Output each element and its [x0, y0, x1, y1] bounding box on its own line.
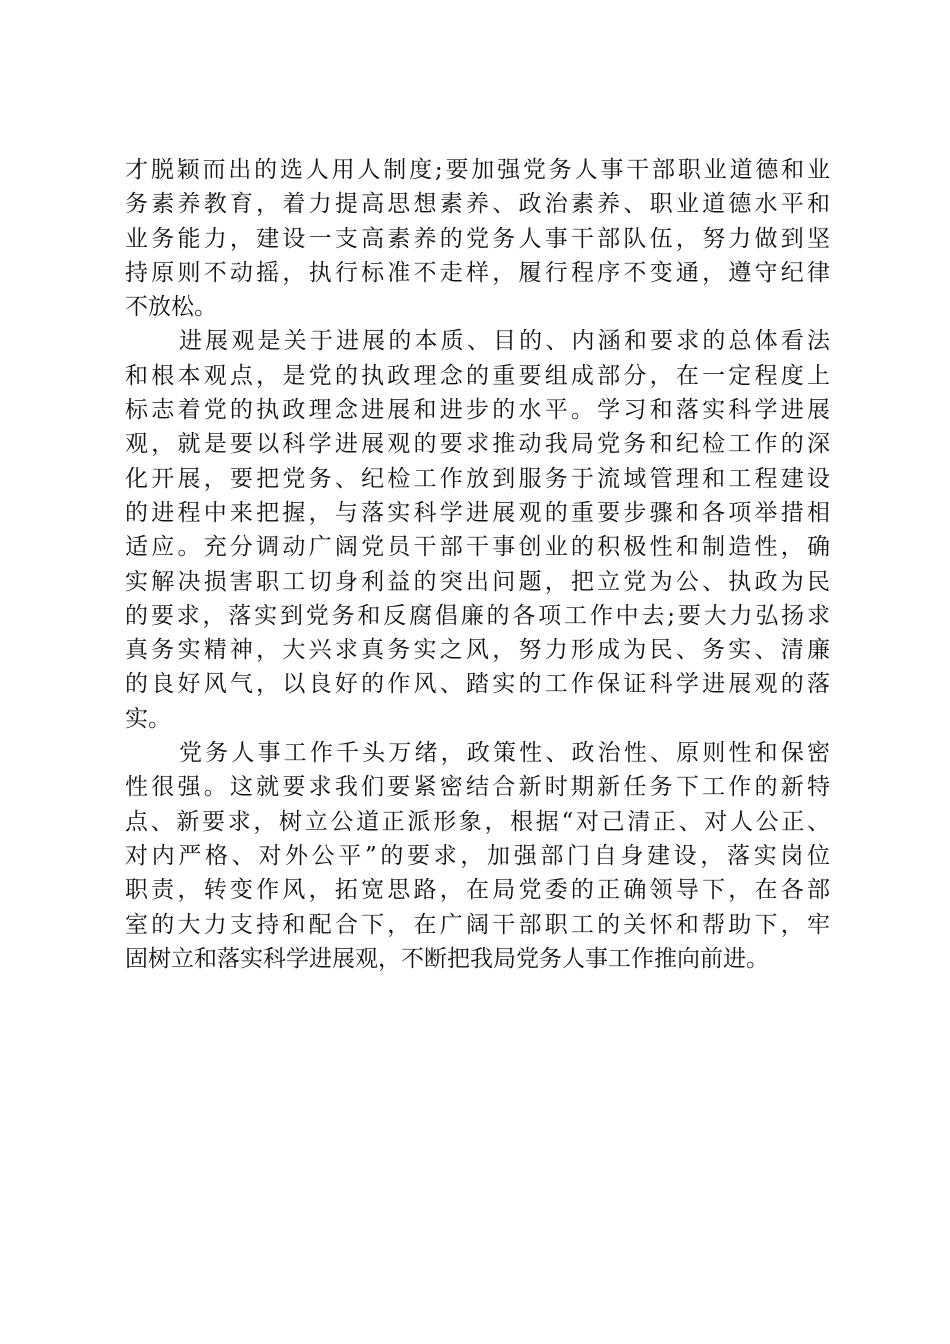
text-line: 室的大力支持和配合下，在广阔干部职工的关怀和帮助下，牢 [125, 911, 830, 938]
paragraph-1 [125, 153, 830, 324]
text-line: 化开展，要把党务、纪检工作放到服务于流域管理和工程建设 [125, 465, 830, 492]
text-line: 实解决损害职工切身利益的突出问题，把立党为公、执政为民 [125, 568, 830, 595]
text-line: 业务能力，建设一支高素养的党务人事干部队伍，努力做到坚 [125, 225, 830, 252]
text-line: 进展观是关于进展的本质、目的、内涵和要求的总体看法 [179, 328, 830, 355]
text-line: 观，就是要以科学进展观的要求推动我局党务和纪检工作的深 [125, 431, 830, 458]
text-line: 标志着党的执政理念进展和进步的水平。学习和落实科学进展 [125, 397, 830, 424]
text-line: 才脱颖而出的选人用人制度;要加强党务人事干部职业道德和业 [125, 157, 830, 183]
text-line: 职责，转变作风，拓宽思路，在局党委的正确领导下，在各部 [125, 877, 830, 904]
text-line: 的进程中来把握，与落实科学进展观的重要步骤和各项举措相 [125, 499, 830, 526]
document-page [125, 153, 830, 976]
paragraph-3 [125, 736, 830, 976]
text-line: 务素养教育，着力提高思想素养、政治素养、职业道德水平和 [125, 191, 830, 218]
text-line: 党务人事工作千头万绪，政策性、政治性、原则性和保密 [179, 740, 830, 767]
text-line: 真务实精神，大兴求真务实之风，努力形成为民、务实、清廉 [125, 637, 830, 664]
text-line: 不放松。 [125, 294, 217, 321]
paragraph-2 [125, 324, 830, 736]
text-line: 适应。充分调动广阔党员干部干事创业的积极性和制造性，确 [125, 534, 830, 561]
text-line: 实。 [125, 705, 171, 732]
text-line: 的良好风气，以良好的作风、踏实的工作保证科学进展观的落 [125, 671, 830, 698]
text-line: 和根本观点，是党的执政理念的重要组成部分，在一定程度上 [125, 362, 830, 389]
text-line: 固树立和落实科学进展观，不断把我局党务人事工作推向前进。 [125, 945, 769, 972]
text-line: 点、新要求，树立公道正派形象，根据“对己清正、对人公正、 [125, 808, 830, 835]
text-line: 性很强。这就要求我们要紧密结合新时期新任务下工作的新特 [125, 774, 830, 801]
text-line: 对内严格、对外公平”的要求，加强部门自身建设，落实岗位 [125, 842, 830, 869]
text-line: 持原则不动摇，执行标准不走样，履行程序不变通，遵守纪律 [125, 259, 830, 286]
text-line: 的要求，落实到党务和反腐倡廉的各项工作中去;要大力弘扬求 [125, 602, 830, 629]
